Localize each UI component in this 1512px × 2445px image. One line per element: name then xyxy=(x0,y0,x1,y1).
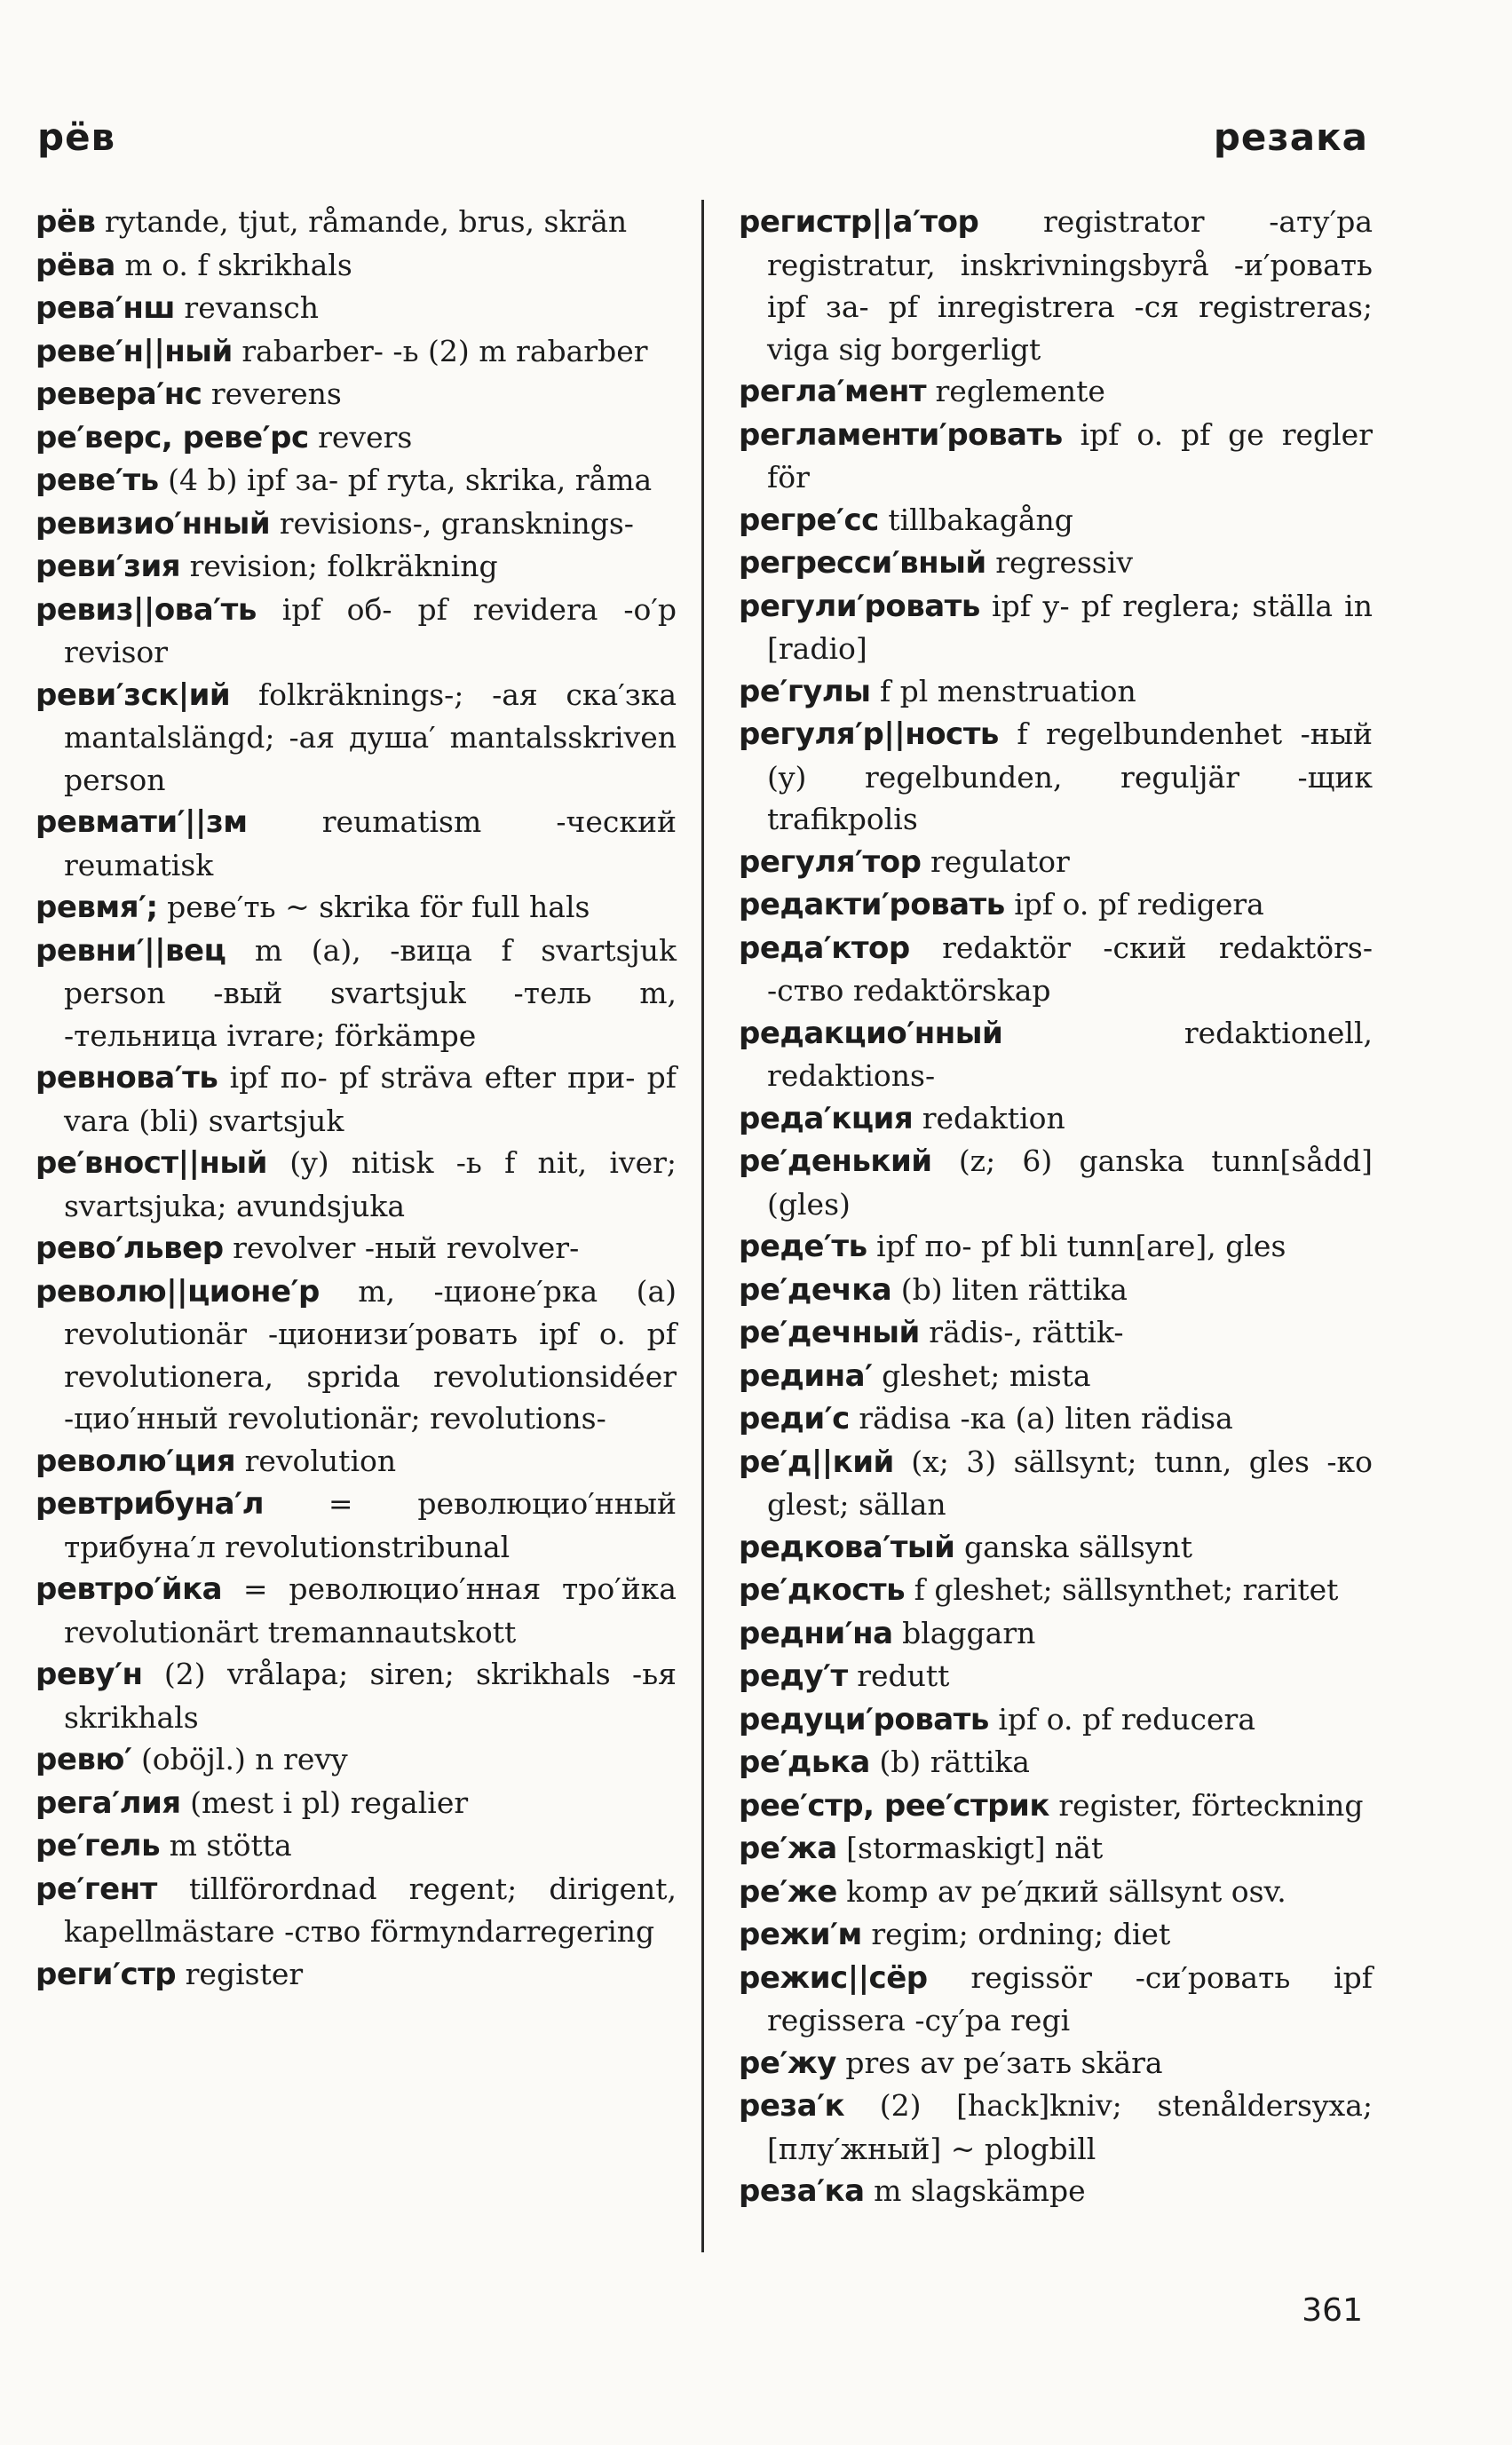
dictionary-entry xyxy=(739,201,1373,370)
headword: рёва xyxy=(36,247,115,283)
dictionary-entry xyxy=(739,1612,1373,1656)
headword: ре′дечный xyxy=(739,1315,920,1350)
dictionary-entry xyxy=(739,2170,1373,2213)
dictionary-entry xyxy=(739,1140,1373,1225)
definition: register, förteckning xyxy=(1058,1787,1364,1823)
headword: реду′т xyxy=(739,1658,848,1694)
definition: register xyxy=(185,1956,304,1991)
headword: револю′ция xyxy=(36,1443,236,1479)
definition: (y) nitisk -ь f nit, iver; svartsjuka; avundsjuka xyxy=(64,1145,677,1223)
dictionary-entry xyxy=(739,414,1373,499)
headword: реди′с xyxy=(739,1401,850,1436)
dictionary-entry xyxy=(36,1483,677,1568)
definition: = революцио′нная тро′йка revolutionärt tremannautskott xyxy=(64,1571,677,1650)
definition: m stötta xyxy=(169,1828,292,1863)
dictionary-entry xyxy=(36,801,677,886)
headword: ревни′||вец xyxy=(36,932,226,969)
dictionary-entry xyxy=(739,2085,1373,2170)
headword: ре′верс, реве′рс xyxy=(36,419,309,455)
headword: реда′ктор xyxy=(739,930,910,966)
headword: регламенти′ровать xyxy=(739,416,1063,453)
definition: (b) rättika xyxy=(879,1745,1030,1779)
headword: ревтрибуна′л xyxy=(36,1486,264,1522)
dictionary-entry xyxy=(739,883,1373,927)
definition: redaktör -ский redaktörs- -ство redaktörskap xyxy=(767,930,1373,1008)
definition: (2) vrålapa; siren; skrikhals -ья skrikhals xyxy=(64,1657,677,1735)
dictionary-entry xyxy=(36,201,677,244)
dictionary-entry xyxy=(36,1440,677,1484)
dictionary-entry xyxy=(36,1653,677,1738)
headword: ревизио′нный xyxy=(36,505,271,542)
running-head-left: рёв xyxy=(37,115,116,159)
dictionary-entry xyxy=(36,502,677,546)
headword: ревнова′ть xyxy=(36,1060,218,1096)
dictionary-entry xyxy=(739,1871,1373,1914)
definition: ganska sällsynt xyxy=(964,1529,1192,1564)
definition: (mest i pl) regalier xyxy=(190,1784,469,1820)
headword: ревера′нс xyxy=(36,376,202,412)
dictionary-entry xyxy=(739,1526,1373,1570)
definition: (x; 3) sällsynt; tunn, gles -ко glest; sällan xyxy=(767,1444,1373,1522)
dictionary-entry xyxy=(739,1741,1373,1784)
headword: ре′гулы xyxy=(739,673,871,709)
headword: реза′к xyxy=(739,2088,845,2124)
definition: revolution xyxy=(244,1443,397,1478)
definition: folkräknings-; -ая ска′зка mantalslängd; -ая душа′ mantalsskriven person xyxy=(64,677,677,797)
definition: (b) liten rättika xyxy=(900,1271,1128,1307)
dictionary-entry xyxy=(739,1225,1373,1269)
definition: reglemente xyxy=(935,374,1105,408)
definition: rytande, tjut, råmande, brus, skrän xyxy=(104,204,628,239)
dictionary-entry xyxy=(739,1269,1373,1312)
definition: redaktionell, redaktions- xyxy=(767,1015,1373,1093)
headword: режис||сёр xyxy=(739,1959,928,1996)
headword: режи′м xyxy=(739,1917,862,1952)
dictionary-entry xyxy=(739,1957,1373,2042)
definition: pres av ре′зать skära xyxy=(845,2045,1163,2080)
definition: tillbakagång xyxy=(888,502,1073,537)
dictionary-entry xyxy=(739,1397,1373,1441)
headword: реги′стр xyxy=(36,1956,177,1992)
headword: редакти′ровать xyxy=(739,887,1005,922)
headword: реве′ть xyxy=(36,463,159,498)
dictionary-entry xyxy=(36,545,677,589)
definition: revision; folkräkning xyxy=(189,549,498,583)
left-column xyxy=(36,201,677,1996)
dictionary-entry xyxy=(36,1142,677,1227)
headword: ре′вност||ный xyxy=(36,1145,267,1181)
page-number: 361 xyxy=(1302,2292,1363,2329)
definition: regissör -си′ровать ipf regissera -су′ра regi xyxy=(767,1959,1373,2038)
headword: ре′дька xyxy=(739,1745,870,1780)
headword: редина′ xyxy=(739,1357,873,1394)
headword: ревмати′||зм xyxy=(36,804,248,840)
dictionary-entry xyxy=(739,1311,1373,1355)
definition: reumatism -ческий reumatisk xyxy=(64,804,677,882)
headword: рее′стр, рее′стрик xyxy=(739,1787,1049,1824)
headword: ре′же xyxy=(739,1873,837,1910)
dictionary-entry xyxy=(739,1097,1373,1141)
definition: (z; 6) ganska tunn[sådd] (gles) xyxy=(767,1143,1373,1222)
dictionary-entry xyxy=(739,1827,1373,1871)
headword: ре′дечка xyxy=(739,1271,892,1308)
headword: ре′гель xyxy=(36,1828,161,1863)
headword: рева′нш xyxy=(36,290,175,326)
dictionary-entry xyxy=(36,244,677,288)
dictionary-entry xyxy=(36,373,677,416)
dictionary-entry xyxy=(36,1782,677,1825)
dictionary-entry xyxy=(739,1698,1373,1742)
definition: redutt xyxy=(857,1658,950,1693)
definition: revolver -ный revolver- xyxy=(233,1230,580,1265)
dictionary-entry xyxy=(36,416,677,460)
definition: ipf по- pf sträva efter при- pf vara (bli) svartsjuk xyxy=(64,1060,677,1138)
headword: регла′мент xyxy=(739,374,927,409)
headword: реве′н||ный xyxy=(36,333,233,369)
dictionary-entry xyxy=(739,499,1373,542)
dictionary-entry xyxy=(36,589,677,674)
headword: ревмя′; xyxy=(36,890,158,925)
definition: ipf o. pf reducera xyxy=(998,1701,1255,1737)
headword: регистр||а′тор xyxy=(739,204,979,240)
dictionary-entry xyxy=(739,1655,1373,1698)
dictionary-entry xyxy=(36,1056,677,1142)
headword: ре′денький xyxy=(739,1143,932,1179)
definition: komp av ре′дкий sällsynt osv. xyxy=(846,1873,1286,1909)
dictionary-entry xyxy=(36,1227,677,1270)
definition: regulator xyxy=(930,843,1070,879)
headword: редуци′ровать xyxy=(739,1701,989,1737)
dictionary-entry xyxy=(739,1569,1373,1612)
definition: m o. f skrikhals xyxy=(124,247,352,282)
dictionary-entry xyxy=(739,927,1373,1012)
definition: tillförordnad regent; dirigent, kapellmästare -ство förmyndarregering xyxy=(64,1871,677,1949)
definition: ipf o. pf ge regler för xyxy=(767,416,1373,495)
dictionary-entry xyxy=(739,841,1373,884)
dictionary-entry xyxy=(36,287,677,330)
dictionary-entry xyxy=(739,2042,1373,2085)
headword: регресси′вный xyxy=(739,545,986,581)
headword: ре′гент xyxy=(36,1871,157,1907)
definition: реве′ть ~ skrika för full hals xyxy=(167,890,590,924)
definition: ipf у- pf reglera; ställa in [radio] xyxy=(767,588,1373,666)
headword: редни′на xyxy=(739,1615,893,1651)
headword: ре′жа xyxy=(739,1831,837,1866)
dictionary-entry xyxy=(739,670,1373,714)
definition: m slagskämpe xyxy=(874,2173,1086,2208)
definition: rabarber- -ь (2) m rabarber xyxy=(241,333,648,368)
dictionary-entry xyxy=(739,1784,1373,1828)
definition: ipf o. pf redigera xyxy=(1014,887,1264,922)
headword: ревиз||ова′ть xyxy=(36,591,257,628)
definition: ipf по- pf bli tunn[are], gles xyxy=(876,1229,1286,1263)
definition: registrator -ату′ра registratur, inskrivningsbyrå -и′ровать ipf за- pf inregistrera -ся registreras; viga sig borgerligt xyxy=(767,204,1373,367)
headword: ре′дкость xyxy=(739,1572,906,1608)
dictionary-entry xyxy=(739,370,1373,414)
dictionary-entry xyxy=(36,1868,677,1953)
definition: (oböjl.) n revy xyxy=(140,1742,348,1776)
headword: реву′н xyxy=(36,1657,143,1692)
headword: реви′зск|ий xyxy=(36,677,231,713)
headword: регули′ровать xyxy=(739,588,980,624)
headword: реда′кция xyxy=(739,1100,914,1136)
dictionary-entry xyxy=(739,1441,1373,1526)
definition: ipf об- pf revidera -о′р revisor xyxy=(64,591,677,669)
definition: rädisa -ка (a) liten rädisa xyxy=(859,1401,1233,1436)
definition: m (a), -вица f svartsjuk person -вый svartsjuk -тель m, -тельница ivrare; förkämpe xyxy=(64,932,677,1053)
dictionary-entry xyxy=(36,930,677,1057)
definition: revisions-, gransknings- xyxy=(279,505,634,541)
dictionary-entry xyxy=(36,1738,677,1782)
definition: f gleshet; sällsynthet; raritet xyxy=(914,1572,1339,1607)
definition: revansch xyxy=(184,290,319,325)
column-divider xyxy=(701,200,704,2252)
definition: revers xyxy=(318,419,413,455)
dictionary-entry xyxy=(36,1953,677,1997)
dictionary-entry xyxy=(739,1913,1373,1957)
definition: gleshet; mista xyxy=(882,1357,1091,1393)
headword: ре′д||кий xyxy=(739,1444,894,1480)
definition: = революцио′нный трибуна′л revolutionstribunal xyxy=(64,1486,677,1564)
dictionary-entry xyxy=(739,542,1373,585)
dictionary-entry xyxy=(36,1824,677,1868)
definition: redaktion xyxy=(922,1100,1065,1135)
definition: (4 b) ipf за- pf ryta, skrika, råma xyxy=(168,463,653,497)
dictionary-entry xyxy=(739,713,1373,841)
headword: реви′зия xyxy=(36,549,181,584)
headword: регуля′тор xyxy=(739,843,922,880)
dictionary-entry xyxy=(36,1270,677,1440)
headword: ревтро′йка xyxy=(36,1571,223,1607)
definition: (2) [hack]kniv; stenåldersyxa; [плу′жный] ~ plogbill xyxy=(767,2088,1373,2166)
headword: ревю′ xyxy=(36,1742,132,1777)
headword: редакцио′нный xyxy=(739,1015,1003,1051)
headword: реза′ка xyxy=(739,2173,865,2209)
dictionary-entry xyxy=(36,330,677,374)
definition: regressiv xyxy=(995,545,1134,580)
dictionary-entry xyxy=(739,1012,1373,1097)
dictionary-entry xyxy=(739,1355,1373,1398)
definition: f pl menstruation xyxy=(879,673,1136,708)
headword: ре′жу xyxy=(739,2045,836,2081)
definition: regim; ordning; diet xyxy=(871,1917,1171,1951)
dictionary-entry xyxy=(36,886,677,930)
headword: рево′львер xyxy=(36,1230,224,1266)
headword: рёв xyxy=(36,204,96,240)
dictionary-entry xyxy=(739,585,1373,670)
definition: f regelbundenhet -ный (y) regelbunden, reguljär -щик trafikpolis xyxy=(767,716,1373,836)
headword: реде′ть xyxy=(739,1229,867,1264)
headword: регре′сс xyxy=(739,502,879,538)
right-column xyxy=(739,201,1373,2213)
headword: регуля′р||ность xyxy=(739,716,999,752)
headword: револю||ционе′р xyxy=(36,1273,320,1310)
running-head-right: резака xyxy=(1213,115,1368,159)
dictionary-entry xyxy=(36,1568,677,1653)
definition: m, -ционе′рка (a) revolutionär -ционизи′ровать ipf o. pf revolutionera, sprida revolutionsidéer -цио′нный revolutionär; revolutions- xyxy=(64,1273,677,1436)
dictionary-entry xyxy=(36,459,677,502)
definition: rädis-, rättik- xyxy=(929,1315,1124,1349)
headword: рега′лия xyxy=(36,1784,181,1821)
dictionary-entry xyxy=(36,674,677,802)
definition: reverens xyxy=(210,376,342,411)
definition: [stormaskigt] nät xyxy=(846,1831,1104,1865)
definition: blaggarn xyxy=(902,1615,1036,1650)
headword: редкова′тый xyxy=(739,1529,955,1565)
